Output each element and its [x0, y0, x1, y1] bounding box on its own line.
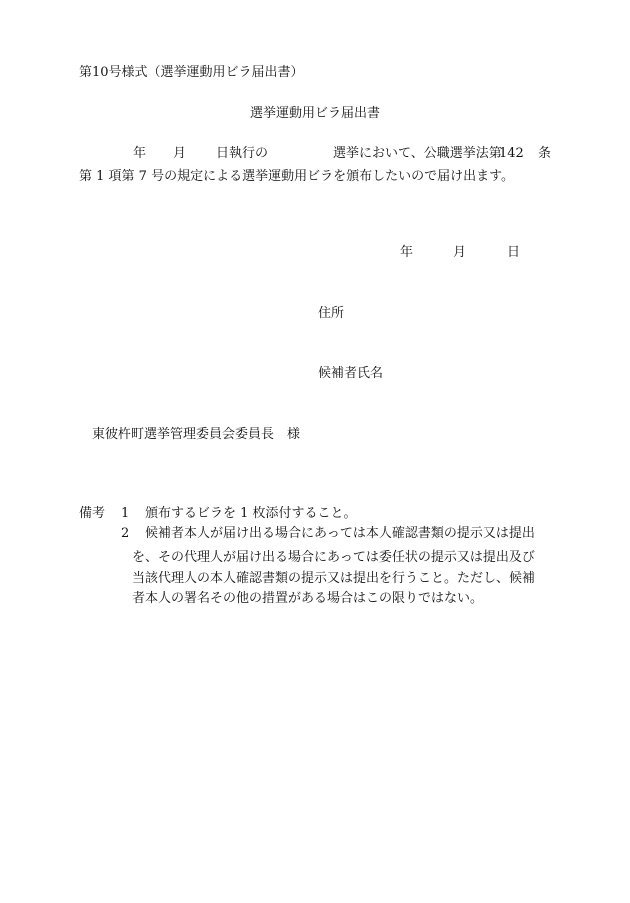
- date-day-label: 日: [507, 245, 521, 260]
- date-year-label: 年: [400, 245, 414, 260]
- remark-2-line-2: を、その代理人が届け出る場合にあっては委任状の提示又は提出及び: [132, 550, 535, 565]
- body-day-executed: 日執行の: [216, 146, 269, 161]
- remark-2-number: 2: [121, 526, 130, 541]
- remarks-label: 備考: [79, 506, 106, 521]
- addressee: 東彼杵町選挙管理委員会委員長 様: [92, 427, 301, 442]
- body-election-text: 選挙において、公職選挙法第: [333, 146, 502, 161]
- body-article-suffix: 条: [538, 146, 552, 161]
- body-article-number: 142: [499, 146, 524, 161]
- remark-1-text: 頒布するビラを 1 枚添付すること。: [145, 506, 357, 521]
- form-number: 第10号様式（選挙運動用ビラ届出書）: [79, 65, 304, 80]
- remark-1-number: 1: [121, 506, 130, 521]
- date-month-label: 月: [453, 245, 467, 260]
- remark-2-continuation: [132, 548, 552, 610]
- remark-2-line-4: 者本人の署名その他の措置がある場合はこの限りではない。: [132, 591, 484, 606]
- remark-2-text: 候補者本人が届け出る場合にあっては本人確認書類の提示又は提出: [145, 526, 535, 541]
- address-label: 住所: [318, 306, 345, 321]
- body-line-2: 第 1 項第 7 号の規定による選挙運動用ビラを頒布したいので届け出ます。: [79, 169, 515, 184]
- document-title: 選挙運動用ビラ届出書: [249, 106, 380, 121]
- candidate-name-label: 候補者氏名: [318, 366, 384, 381]
- body-month-label: 月: [173, 146, 187, 161]
- remark-2-line-3: 当該代理人の本人確認書類の提示又は提出を行うこと。ただし、候補: [132, 570, 536, 586]
- body-year-label: 年: [133, 146, 147, 161]
